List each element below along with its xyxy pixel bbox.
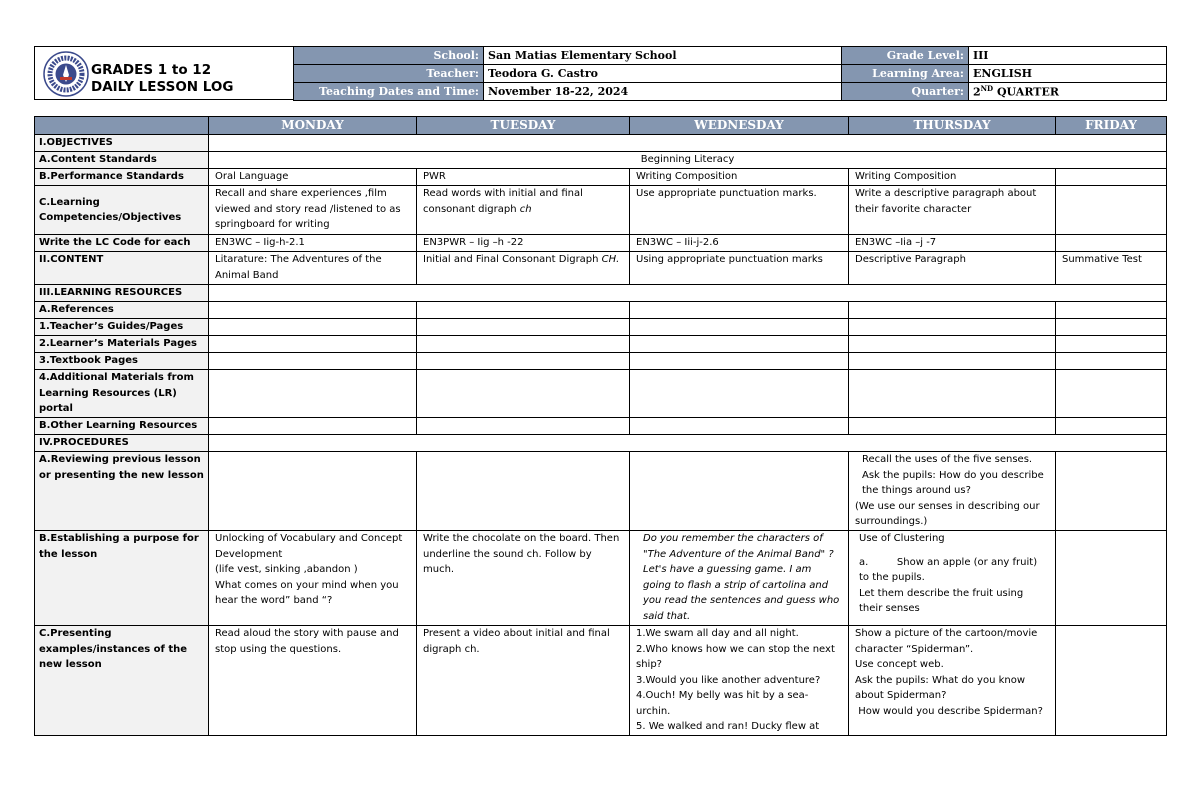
content-tuesday [417, 252, 630, 285]
teachers-guide-monday [209, 319, 417, 336]
performance-thursday: Writing Composition [849, 169, 1056, 186]
lesson-log-header [34, 46, 1166, 100]
reviewing-wednesday [630, 452, 849, 531]
row-label-reviewing: A.Reviewing previous lesson or presenting the new lesson [35, 452, 209, 531]
presenting-wednesday-line: 4.Ouch! My belly was hit by a sea-urchin. [636, 690, 809, 717]
content-friday: Summative Test [1056, 252, 1167, 285]
presenting-friday [1056, 626, 1167, 736]
presenting-thursday [849, 626, 1056, 736]
references-thursday [849, 302, 1056, 319]
establishing-thursday-line: a. Show an apple (or any fruit) to the pupils. [859, 556, 1041, 583]
day-header-friday: FRIDAY [1056, 117, 1167, 135]
row-label-references: A.References [35, 302, 209, 319]
row-label-procedures: IV.PROCEDURES [35, 435, 209, 452]
learners-materials-wednesday [630, 336, 849, 353]
establishing-monday-line: What comes on your mind when you hear the word” band “? [215, 579, 399, 606]
teachers-guide-friday [1056, 319, 1167, 336]
teachers-guide-thursday [849, 319, 1056, 336]
competency-tuesday-digraph: ch [519, 203, 532, 215]
teachers-guide-tuesday [417, 319, 630, 336]
content-standards-value: Beginning Literacy [209, 152, 1167, 169]
school-value: San Matias Elementary School [484, 47, 842, 65]
performance-tuesday: PWR [417, 169, 630, 186]
day-header-thursday: THURSDAY [849, 117, 1056, 135]
performance-friday [1056, 169, 1167, 186]
additional-thursday [849, 370, 1056, 418]
quarter-suffix: ND [980, 84, 994, 94]
performance-monday: Oral Language [209, 169, 417, 186]
logo-title-line2: DAILY LESSON LOG [91, 79, 234, 95]
presenting-monday: Read aloud the story with pause and stop using the questions. [209, 626, 417, 736]
learning-area-label: Learning Area: [842, 65, 969, 83]
competency-tuesday [417, 186, 630, 235]
references-wednesday [630, 302, 849, 319]
references-friday [1056, 302, 1167, 319]
lesson-log-table [34, 116, 1167, 736]
day-header-monday: MONDAY [209, 117, 417, 135]
teachers-guide-wednesday [630, 319, 849, 336]
establishing-friday [1056, 531, 1167, 626]
row-label-objectives: I.OBJECTIVES [35, 135, 209, 152]
row-label-learning-resources: III.LEARNING RESOURCES [35, 285, 209, 302]
reviewing-thursday-line: (We use our senses in describing our surroundings.) [855, 500, 1040, 527]
row-label-competencies: C.Learning Competencies/Objectives [35, 186, 209, 235]
procedures-cell [209, 435, 1167, 452]
competency-tuesday-text: Read words with initial and final consonant digraph [423, 188, 583, 215]
row-label-lc-code: Write the LC Code for each [35, 235, 209, 252]
textbook-tuesday [417, 353, 630, 370]
teaching-dates-value: November 18-22, 2024 [484, 83, 842, 101]
objectives-cell [209, 135, 1167, 152]
establishing-wednesday: Do you remember the characters of "The Adventure of the Animal Band" ? Let's have a guessing game. I am going to flash a strip of cartolina and you read the sentences and guess who said that. [630, 531, 849, 626]
reviewing-tuesday [417, 452, 630, 531]
lc-code-thursday: EN3WC –Iia –j -7 [849, 235, 1056, 252]
textbook-friday [1056, 353, 1167, 370]
presenting-wednesday-line: 2.Who knows how we can stop the next ship? [636, 643, 835, 670]
other-resources-wednesday [630, 418, 849, 435]
quarter-value [969, 83, 1167, 101]
lc-code-wednesday: EN3WC – Iii-j-2.6 [630, 235, 849, 252]
quarter-label: Quarter: [842, 83, 969, 101]
establishing-tuesday: Write the chocolate on the board. Then underline the sound ch. Follow by much. [417, 531, 630, 626]
content-tuesday-text: Initial and Final Consonant Digraph [423, 254, 602, 265]
quarter-number: 2 [973, 85, 981, 99]
presenting-thursday-line: Ask the pupils: What do you know about Spiderman? [855, 674, 1026, 701]
establishing-monday-line: Unlocking of Vocabulary and Concept Development [215, 533, 403, 560]
reviewing-monday [209, 452, 417, 531]
learning-resources-cell [209, 285, 1167, 302]
row-label-presenting: C.Presenting examples/instances of the new lesson [35, 626, 209, 736]
performance-wednesday: Writing Composition [630, 169, 849, 186]
row-label-performance-standards: B.Performance Standards [35, 169, 209, 186]
establishing-monday-line: (life vest, sinking ,abandon ) [215, 564, 358, 575]
row-label-content: II.CONTENT [35, 252, 209, 285]
presenting-tuesday: Present a video about initial and final digraph ch. [417, 626, 630, 736]
grade-label: Grade Level: [842, 47, 969, 65]
school-label: School: [294, 47, 484, 65]
grade-value: III [969, 47, 1167, 65]
teacher-label: Teacher: [294, 65, 484, 83]
other-resources-tuesday [417, 418, 630, 435]
content-thursday: Descriptive Paragraph [849, 252, 1056, 285]
lc-code-tuesday: EN3PWR – Iig –h -22 [417, 235, 630, 252]
content-monday: Litarature: The Adventures of the Animal Band [209, 252, 417, 285]
learners-materials-tuesday [417, 336, 630, 353]
row-label-additional-materials: 4.Additional Materials from Learning Resources (LR) portal [35, 370, 209, 418]
textbook-wednesday [630, 353, 849, 370]
learners-materials-thursday [849, 336, 1056, 353]
presenting-wednesday-line: 5. We walked and ran! Ducky flew at [636, 721, 820, 732]
logo-title [91, 62, 233, 96]
other-resources-monday [209, 418, 417, 435]
establishing-thursday-line: Let them describe the fruit using their senses [859, 587, 1024, 614]
presenting-wednesday-line: 1.We swam all day and all night. [636, 628, 799, 639]
competency-friday [1056, 186, 1167, 235]
reviewing-thursday-line: Ask the pupils: How do you describe the things around us? [862, 469, 1044, 496]
competency-thursday: Write a descriptive paragraph about their favorite character [849, 186, 1056, 235]
content-wednesday: Using appropriate punctuation marks [630, 252, 849, 285]
other-resources-thursday [849, 418, 1056, 435]
establishing-monday [209, 531, 417, 626]
presenting-thursday-line: Show a picture of the cartoon/movie character “Spiderman”. [855, 628, 1038, 655]
presenting-thursday-line: Use concept web. [855, 659, 944, 670]
reviewing-thursday [849, 452, 1056, 531]
deped-seal-icon [43, 51, 89, 97]
logo-title-line1: GRADES 1 to 12 [91, 62, 212, 78]
additional-tuesday [417, 370, 630, 418]
presenting-thursday-line: How would you describe Spiderman? [855, 705, 1043, 717]
textbook-monday [209, 353, 417, 370]
row-label-teachers-guide: 1.Teacher’s Guides/Pages [35, 319, 209, 336]
row-label-textbook: 3.Textbook Pages [35, 353, 209, 370]
row-label-other-resources: B.Other Learning Resources [35, 418, 209, 435]
references-tuesday [417, 302, 630, 319]
learners-materials-friday [1056, 336, 1167, 353]
reviewing-thursday-line: Recall the uses of the five senses. [862, 454, 1033, 465]
school-info-table [293, 46, 1167, 101]
row-label-content-standards: A.Content Standards [35, 152, 209, 169]
other-resources-friday [1056, 418, 1167, 435]
day-header-wednesday: WEDNESDAY [630, 117, 849, 135]
teacher-value: Teodora G. Castro [484, 65, 842, 83]
teaching-dates-label: Teaching Dates and Time: [294, 83, 484, 101]
learners-materials-monday [209, 336, 417, 353]
row-label-establishing: B.Establishing a purpose for the lesson [35, 531, 209, 626]
additional-friday [1056, 370, 1167, 418]
content-tuesday-digraph: CH. [601, 254, 620, 265]
establishing-thursday-line: Use of Clustering [859, 533, 945, 544]
additional-monday [209, 370, 417, 418]
textbook-thursday [849, 353, 1056, 370]
presenting-wednesday-line: 3.Would you like another adventure? [636, 674, 821, 686]
competency-monday: Recall and share experiences ,film viewed and story read /listened to as springboard for writing [209, 186, 417, 235]
row-label-learners-materials: 2.Learner’s Materials Pages [35, 336, 209, 353]
competency-wednesday: Use appropriate punctuation marks. [630, 186, 849, 235]
references-monday [209, 302, 417, 319]
quarter-word: QUARTER [996, 85, 1059, 99]
lc-code-monday: EN3WC – Iig-h-2.1 [209, 235, 417, 252]
establishing-thursday-spacer [855, 547, 1049, 555]
reviewing-friday [1056, 452, 1167, 531]
header-corner [35, 117, 209, 135]
learning-area-value: ENGLISH [969, 65, 1167, 83]
additional-wednesday [630, 370, 849, 418]
day-header-tuesday: TUESDAY [417, 117, 630, 135]
logo-box [34, 46, 294, 100]
lc-code-friday [1056, 235, 1167, 252]
presenting-wednesday [630, 626, 849, 736]
establishing-thursday [849, 531, 1056, 626]
